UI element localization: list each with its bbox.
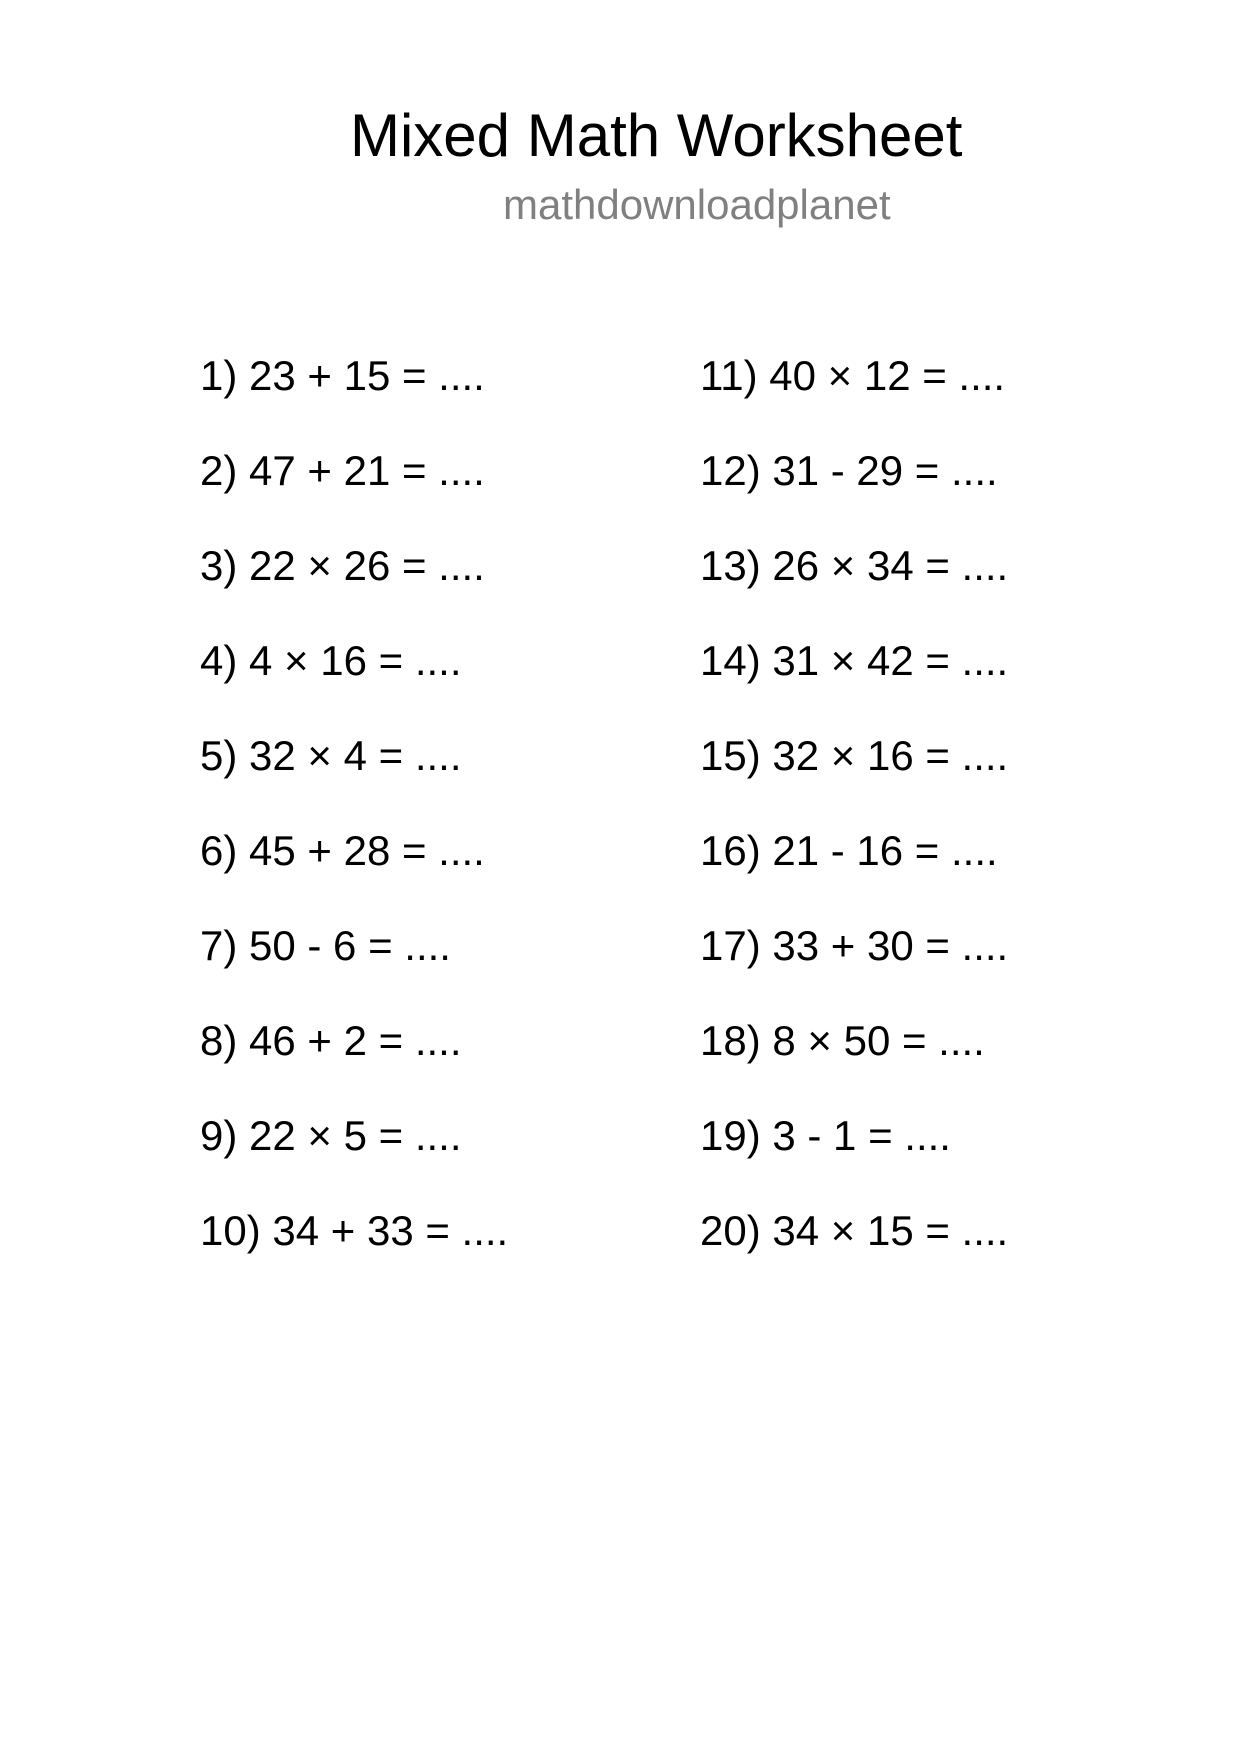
problem-item: 19) 3 - 1 = .... (700, 1112, 951, 1159)
worksheet-title: Mixed Math Worksheet (350, 102, 963, 169)
worksheet-subtitle: mathdownloadplanet (503, 181, 891, 228)
problem-item: 11) 40 × 12 = .... (700, 352, 1006, 399)
problem-item: 18) 8 × 50 = .... (700, 1017, 985, 1064)
problem-item: 12) 31 - 29 = .... (700, 447, 998, 494)
problem-item: 1) 23 + 15 = .... (200, 352, 485, 399)
problem-item: 10) 34 + 33 = .... (200, 1207, 509, 1254)
problem-item: 5) 32 × 4 = .... (200, 732, 462, 779)
problem-item: 17) 33 + 30 = .... (700, 922, 1009, 969)
problem-item: 8) 46 + 2 = .... (200, 1017, 462, 1064)
problem-item: 4) 4 × 16 = .... (200, 637, 462, 684)
problem-item: 9) 22 × 5 = .... (200, 1112, 462, 1159)
problem-item: 6) 45 + 28 = .... (200, 827, 485, 874)
problem-item: 14) 31 × 42 = .... (700, 637, 1009, 684)
problems-column-right (700, 348, 1008, 1298)
problem-item: 20) 34 × 15 = .... (700, 1207, 1009, 1254)
problem-item: 7) 50 - 6 = .... (200, 922, 451, 969)
problem-item: 3) 22 × 26 = .... (200, 542, 485, 589)
problem-item: 16) 21 - 16 = .... (700, 827, 998, 874)
problem-item: 15) 32 × 16 = .... (700, 732, 1009, 779)
problems-column-left (200, 348, 508, 1298)
problem-item: 2) 47 + 21 = .... (200, 447, 485, 494)
problem-item: 13) 26 × 34 = .... (700, 542, 1009, 589)
